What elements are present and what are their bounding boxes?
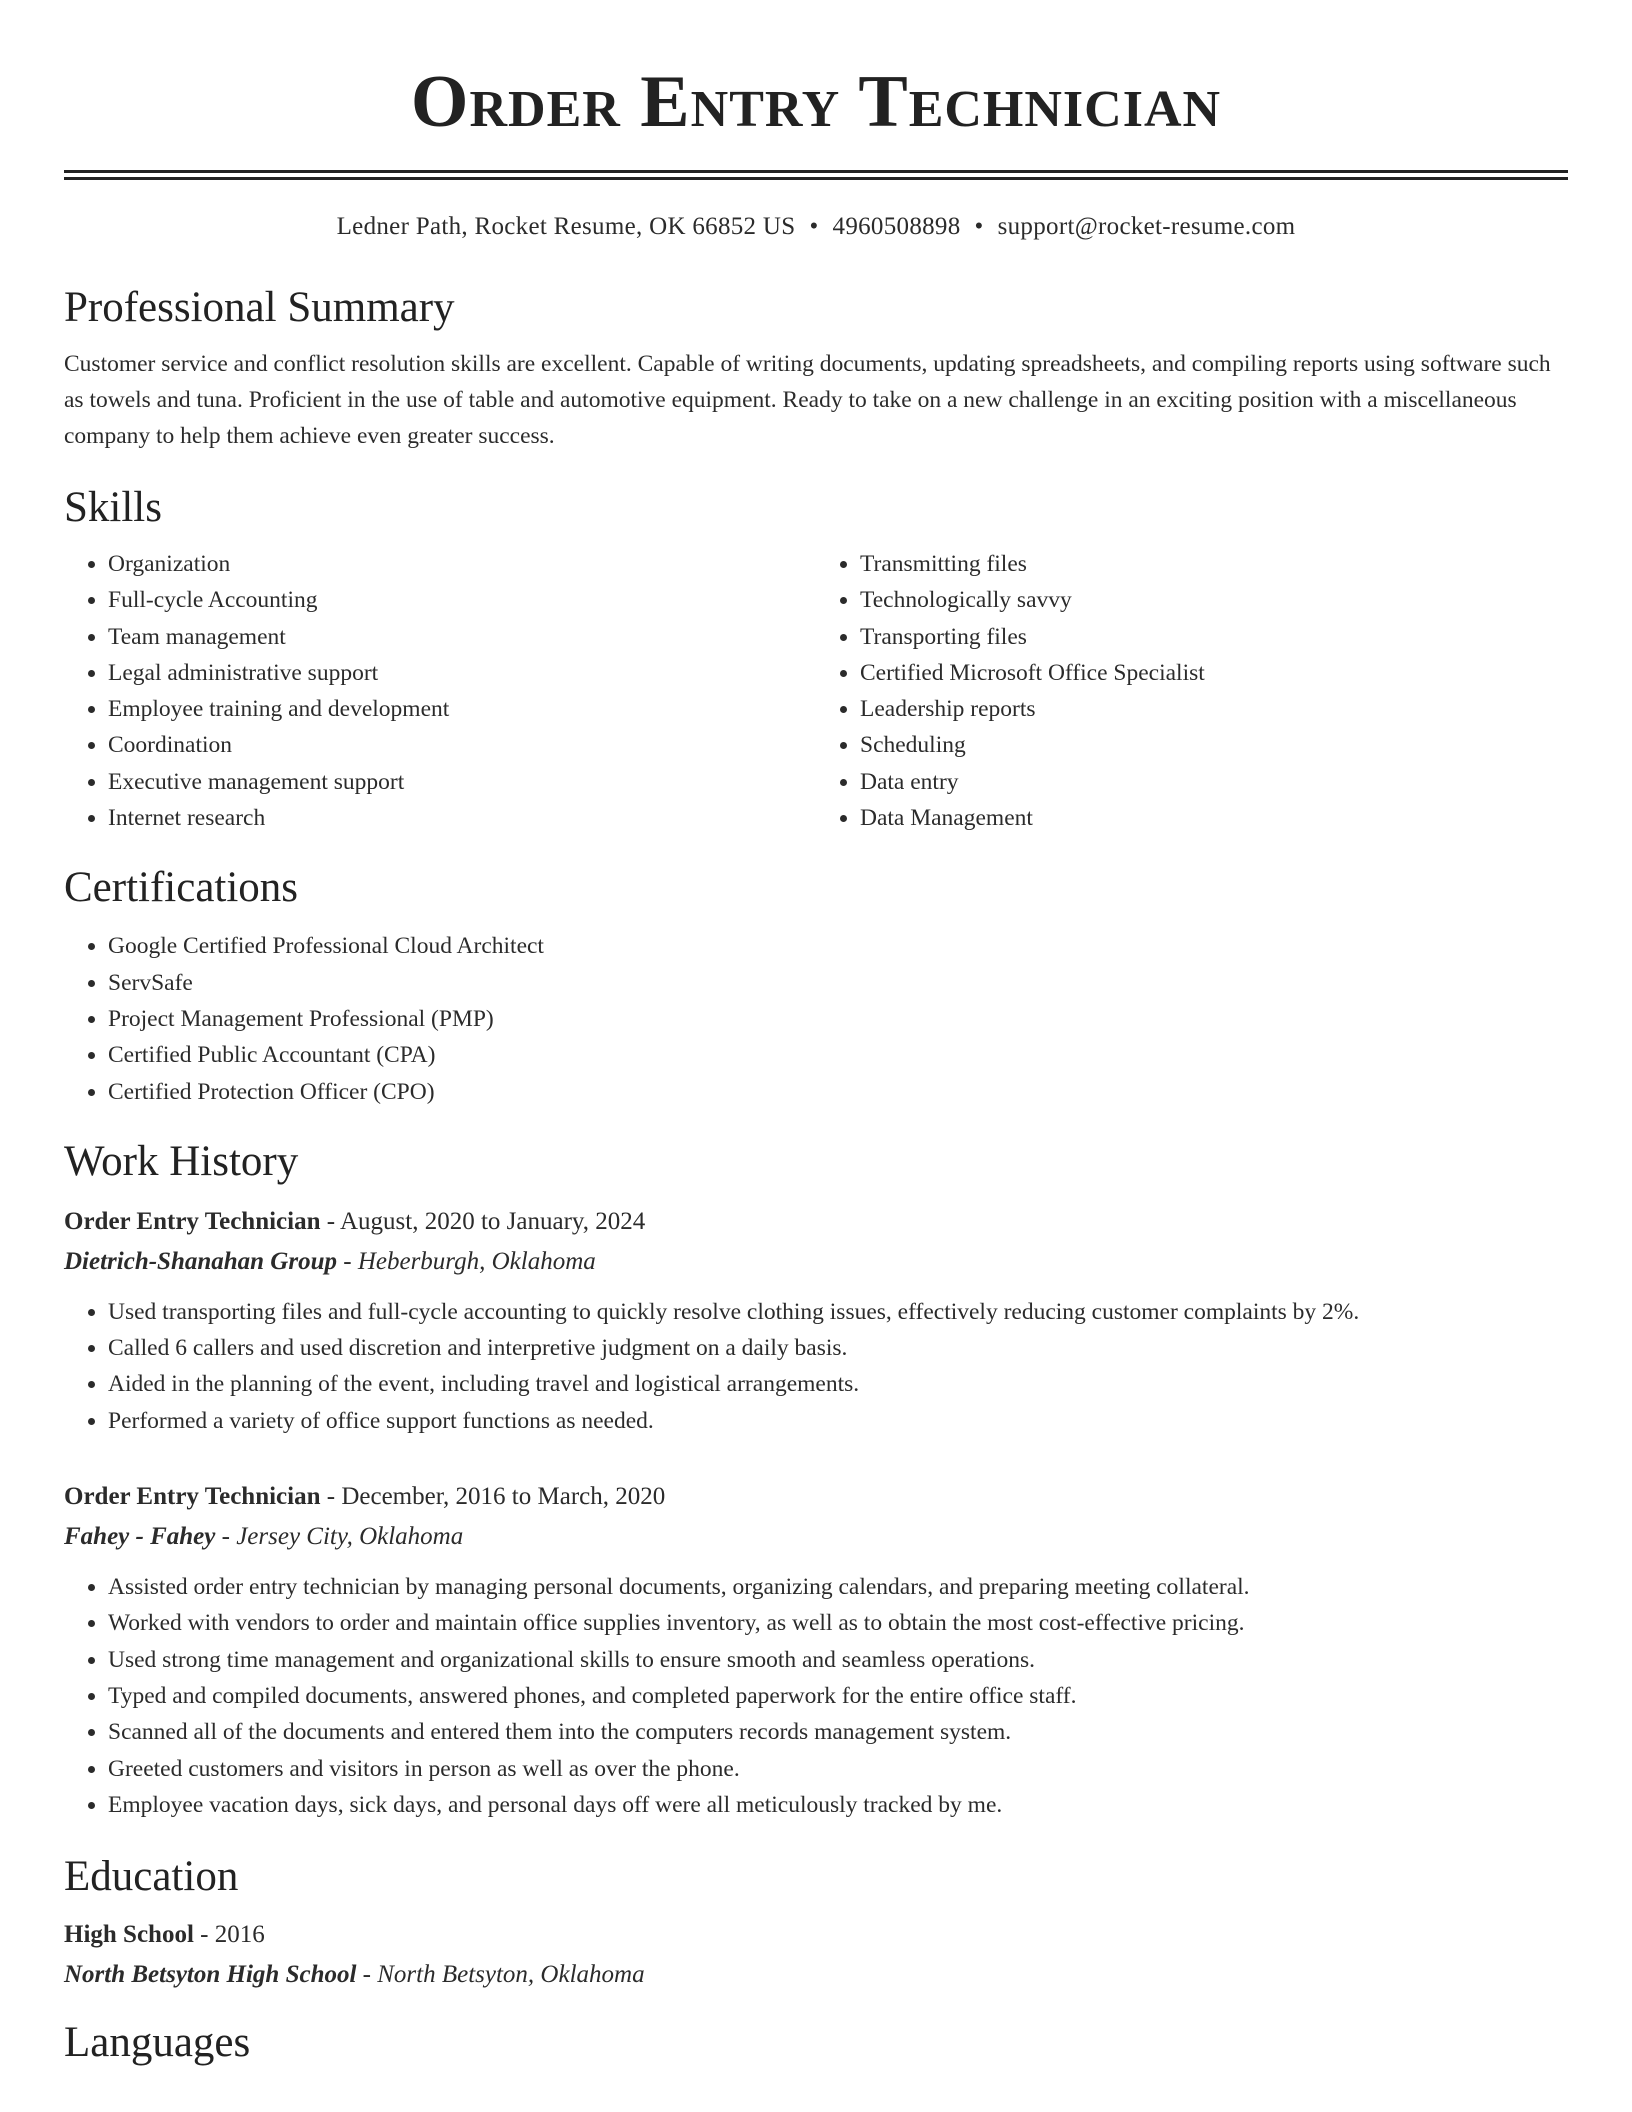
job-duties-list <box>64 1294 1568 1439</box>
certifications-list <box>64 928 1568 1109</box>
education-year: 2016 <box>214 1921 265 1949</box>
job-duty-item: • Worked with vendors to order and maintain office supplies inventory, as well as to obtain the most cost-effective pricing. <box>108 1605 1568 1641</box>
contact-phone: 4960508898 <box>832 213 961 240</box>
job-company: Dietrich-Shanahan Group <box>64 1247 337 1275</box>
job-company-line <box>64 1242 1568 1282</box>
skill-item: • Transmitting files <box>860 546 1568 582</box>
dash-separator: - <box>337 1247 358 1275</box>
job-dates: August, 2020 to January, 2024 <box>339 1207 646 1235</box>
contact-separator: • <box>974 213 984 240</box>
education-location: North Betsyton, Oklahoma <box>377 1961 645 1989</box>
skill-item: • Full-cycle Accounting <box>108 582 816 618</box>
certifications-heading: Certifications <box>64 864 299 912</box>
job-entry <box>64 1477 1568 1823</box>
education-heading: Education <box>64 1853 239 1901</box>
skill-item: • Data Management <box>860 800 1568 836</box>
skill-item: • Leadership reports <box>860 691 1568 727</box>
skill-item: • Executive management support <box>108 764 816 800</box>
job-company: Fahey - Fahey <box>64 1523 216 1551</box>
skill-item: • Legal administrative support <box>108 655 816 691</box>
job-dates: December, 2016 to March, 2020 <box>341 1483 666 1511</box>
skill-item: • Coordination <box>108 727 816 763</box>
work-history-heading: Work History <box>64 1137 299 1185</box>
contact-address: Ledner Path, Rocket Resume, OK 66852 US <box>336 213 796 240</box>
job-role-line <box>64 1202 1568 1242</box>
certification-item: • Project Management Professional (PMP) <box>108 1001 1568 1037</box>
job-title: Order Entry Technician <box>64 1483 321 1511</box>
contact-email: support@rocket-resume.com <box>997 213 1296 240</box>
education-school: North Betsyton High School <box>64 1961 357 1989</box>
certification-item: • Certified Public Accountant (CPA) <box>108 1037 1568 1073</box>
job-duties-list <box>64 1569 1568 1823</box>
title-divider <box>64 170 1568 180</box>
certification-item: • Certified Protection Officer (CPO) <box>108 1074 1568 1110</box>
dash-separator: - <box>320 1207 340 1235</box>
job-duty-item: • Called 6 callers and used discretion and interpretive judgment on a daily basis. <box>108 1330 1568 1366</box>
education-degree-line <box>64 1915 1568 1955</box>
skills-list-right <box>816 546 1568 836</box>
skill-item: • Employee training and development <box>108 691 816 727</box>
skills-list-left <box>64 546 816 836</box>
education-degree: High School <box>64 1921 194 1949</box>
skill-item: • Technologically savvy <box>860 582 1568 618</box>
skill-item: • Internet research <box>108 800 816 836</box>
skill-item: • Scheduling <box>860 727 1568 763</box>
job-entry <box>64 1202 1568 1439</box>
job-duty-item: • Typed and compiled documents, answered phones, and completed paperwork for the entire office staff. <box>108 1678 1568 1714</box>
job-duty-item: • Used strong time management and organizational skills to ensure smooth and seamless operations. <box>108 1642 1568 1678</box>
education-entry <box>64 1915 1568 1995</box>
job-duty-item: • Performed a variety of office support functions as needed. <box>108 1403 1568 1439</box>
skills-grid <box>64 546 1568 836</box>
job-duty-item: • Assisted order entry technician by managing personal documents, organizing calendars, and preparing meeting collateral. <box>108 1569 1568 1605</box>
job-duty-item: • Used transporting files and full-cycle accounting to quickly resolve clothing issues, effectively reducing customer complaints by 2%. <box>108 1294 1568 1330</box>
job-location: Jersey City, Oklahoma <box>236 1523 464 1551</box>
certification-item: • Google Certified Professional Cloud Architect <box>108 928 1568 964</box>
languages-heading: Languages <box>64 2019 251 2067</box>
contact-line <box>64 212 1568 242</box>
summary-text: Customer service and conflict resolution skills are excellent. Capable of writing documents, updating spreadsheets, and compiling reports using software such as towels and tuna. Proficient in the use of table and automotive equipment. Ready to take on a new challenge in an exciting position with a miscellaneous company to help them achieve even greater success. <box>64 351 1551 449</box>
job-duty-item: • Employee vacation days, sick days, and personal days off were all meticulously tracked by me. <box>108 1787 1568 1823</box>
certification-item: • ServSafe <box>108 965 1568 1001</box>
skill-item: • Team management <box>108 619 816 655</box>
job-company-line <box>64 1517 1568 1557</box>
job-duty-item: • Aided in the planning of the event, including travel and logistical arrangements. <box>108 1366 1568 1402</box>
job-title: Order Entry Technician <box>64 1207 321 1235</box>
skill-item: • Transporting files <box>860 619 1568 655</box>
skill-item: • Organization <box>108 546 816 582</box>
job-location: Heberburgh, Oklahoma <box>357 1247 596 1275</box>
education-school-line <box>64 1955 1568 1995</box>
job-duty-item: • Greeted customers and visitors in person as well as over the phone. <box>108 1751 1568 1787</box>
dash-separator: - <box>320 1483 342 1511</box>
contact-separator: • <box>809 213 819 240</box>
skill-item: • Data entry <box>860 764 1568 800</box>
resume-title: Order Entry Technician <box>410 61 1222 143</box>
job-duty-item: • Scanned all of the documents and entered them into the computers records management system. <box>108 1714 1568 1750</box>
job-role-line <box>64 1477 1568 1517</box>
skills-heading: Skills <box>64 484 162 531</box>
dash-separator: - <box>356 1961 378 1989</box>
dash-separator: - <box>215 1523 237 1551</box>
dash-separator: - <box>193 1921 215 1949</box>
summary-heading: Professional Summary <box>64 284 455 331</box>
skill-item: • Certified Microsoft Office Specialist <box>860 655 1568 691</box>
